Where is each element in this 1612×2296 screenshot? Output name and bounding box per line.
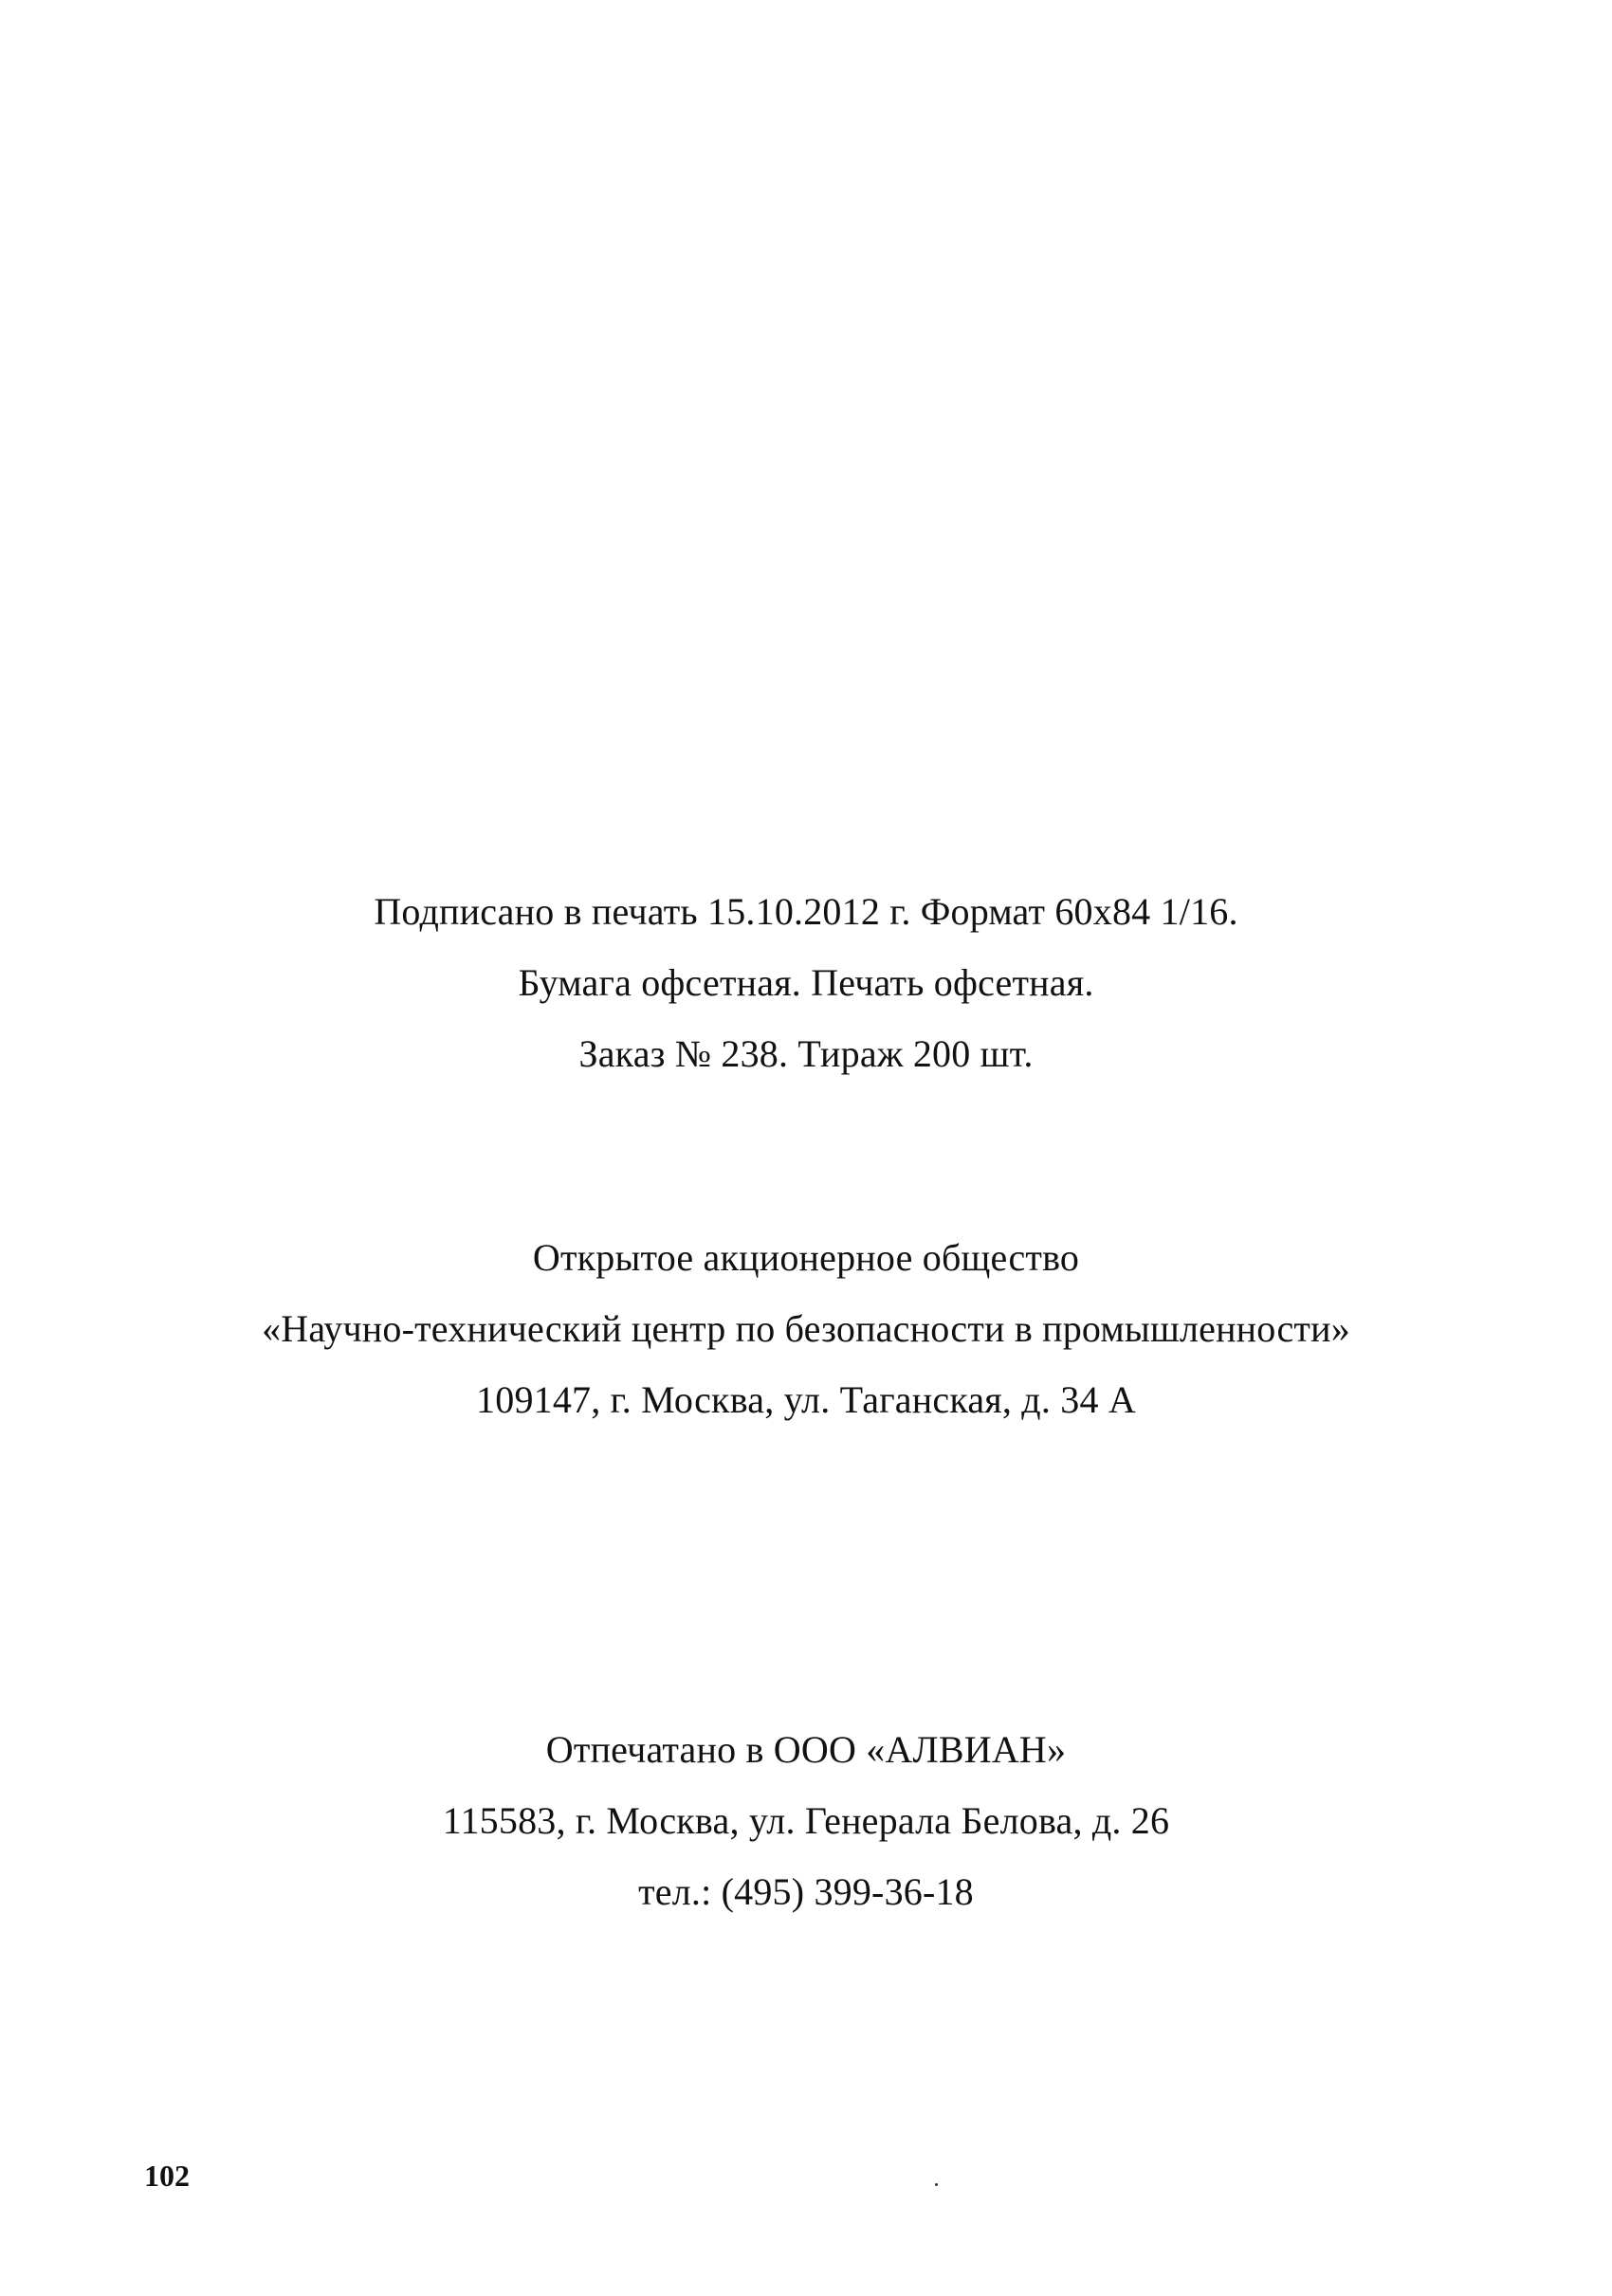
printer-address: 115583, г. Москва, ул. Генерала Белова, д. 26 <box>442 1799 1170 1842</box>
printer-phone: тел.: (495) 399-36-18 <box>638 1870 974 1913</box>
scan-speck <box>935 2183 938 2186</box>
publisher-type: Открытое акционерное общество <box>532 1236 1080 1279</box>
publisher-name: «Научно-технический центр по безопасности в промышленности» <box>262 1307 1350 1350</box>
page-number: 102 <box>144 2159 190 2193</box>
imprint-signed-format: Подписано в печать 15.10.2012 г. Формат 60x84 1/16. <box>374 890 1238 933</box>
printer-name: Отпечатано в ООО «АЛВИАН» <box>545 1728 1067 1771</box>
imprint-order-run: Заказ № 238. Тираж 200 шт. <box>578 1032 1034 1075</box>
imprint-paper-print: Бумага офсетная. Печать офсетная. <box>518 961 1094 1004</box>
publisher-address: 109147, г. Москва, ул. Таганская, д. 34 А <box>476 1378 1136 1421</box>
